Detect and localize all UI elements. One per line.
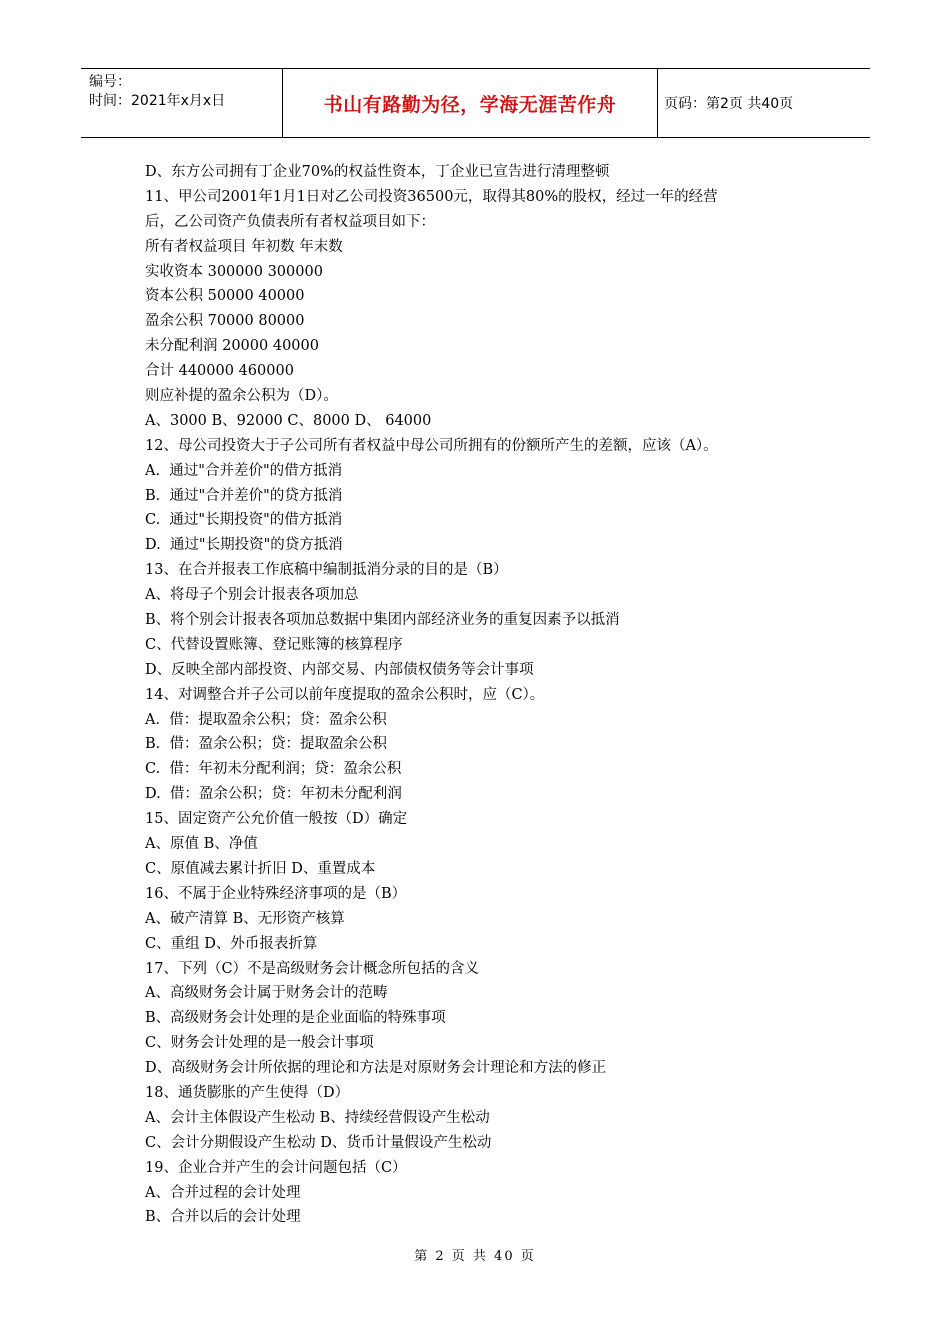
text-line: 未分配利润 20000 40000 (145, 338, 319, 355)
text-line: 实收资本 300000 300000 (145, 263, 323, 280)
text-line: A、会计主体假设产生松动 B、持续经营假设产生松动 (145, 1109, 490, 1126)
page-header (81, 68, 870, 138)
text-line: C、会计分期假设产生松动 D、货币计量假设产生松动 (145, 1134, 492, 1151)
header-meta (81, 69, 283, 137)
text-line: C、原值减去累计折旧 D、重置成本 (145, 860, 376, 877)
text-line: B、高级财务会计处理的是企业面临的特殊事项 (145, 1010, 446, 1027)
text-line: C. 借：年初未分配利润；贷：盈余公积 (145, 761, 402, 778)
header-page-info: 页码：第2页 共40页 (664, 96, 794, 112)
text-line: 12、母公司投资大于子公司所有者权益中母公司所拥有的份额所产生的差额，应该（A）。 (145, 437, 718, 454)
text-line: 14、对调整合并子公司以前年度提取的盈余公积时，应（C）。 (145, 686, 545, 703)
text-line: 合计 440000 460000 (145, 363, 294, 380)
text-line: C、财务会计处理的是一般会计事项 (145, 1035, 374, 1052)
text-line: A. 通过"合并差价"的借方抵消 (145, 462, 343, 479)
text-line: 后，乙公司资产负债表所有者权益项目如下： (145, 213, 435, 230)
time-label: 时间：2021年x月x日 (89, 93, 226, 109)
text-line: C、重组 D、外币报表折算 (145, 935, 318, 952)
text-line: 资本公积 50000 40000 (145, 288, 305, 305)
text-line: A、将母子个别会计报表各项加总 (145, 587, 359, 604)
text-line: B、将个别会计报表各项加总数据中集团内部经济业务的重复因素予以抵消 (145, 612, 620, 629)
text-line: A、3000 B、92000 C、8000 D、 64000 (145, 412, 432, 429)
text-line: B、合并以后的会计处理 (145, 1209, 301, 1226)
text-line: 所有者权益项目 年初数 年末数 (145, 238, 343, 255)
text-line: C. 通过"长期投资"的借方抵消 (145, 512, 343, 529)
text-line: A、高级财务会计属于财务会计的范畴 (145, 985, 388, 1002)
text-line: B. 借：盈余公积；贷：提取盈余公积 (145, 736, 387, 753)
text-line: 16、不属于企业特殊经济事项的是（B） (145, 885, 407, 902)
text-line: A、合并过程的会计处理 (145, 1184, 301, 1201)
document-body (145, 160, 815, 1230)
text-line: D、高级财务会计所依据的理论和方法是对原财务会计理论和方法的修正 (145, 1060, 607, 1077)
page-footer: 第 2 页 共 40 页 (414, 1249, 536, 1264)
text-line: 盈余公积 70000 80000 (145, 313, 305, 330)
text-line: C、代替设置账簿、登记账簿的核算程序 (145, 636, 403, 653)
text-line: 19、企业合并产生的会计问题包括（C） (145, 1159, 407, 1176)
header-motto: 书山有路勤为径，学海无涯苦作舟 (283, 69, 658, 137)
text-line: A、原值 B、净值 (145, 836, 258, 853)
text-line: A. 借：提取盈余公积；贷：盈余公积 (145, 711, 387, 728)
text-line: 11、甲公司2001年1月1日对乙公司投资36500元，取得其80%的股权，经过一年的经营 (145, 188, 718, 205)
text-line: B. 通过"合并差价"的贷方抵消 (145, 487, 343, 504)
text-line: A、破产清算 B、无形资产核算 (145, 910, 345, 927)
text-line: 13、在合并报表工作底稿中编制抵消分录的目的是（B） (145, 562, 508, 579)
text-line: D、东方公司拥有丁企业70%的权益性资本，丁企业已宣告进行清理整顿 (145, 164, 610, 180)
text-line: D、反映全部内部投资、内部交易、内部债权债务等会计事项 (145, 661, 534, 678)
text-line: D. 借：盈余公积；贷：年初未分配利润 (145, 786, 402, 803)
number-label: 编号： (89, 74, 131, 90)
text-line: 15、固定资产公允价值一般按（D）确定 (145, 811, 408, 828)
text-line: 18、通货膨胀的产生使得（D） (145, 1084, 350, 1101)
text-line: 则应补提的盈余公积为（D）。 (145, 388, 338, 405)
text-line: D. 通过"长期投资"的贷方抵消 (145, 537, 343, 554)
text-line: 17、下列（C）不是高级财务会计概念所包括的含义 (145, 960, 480, 977)
